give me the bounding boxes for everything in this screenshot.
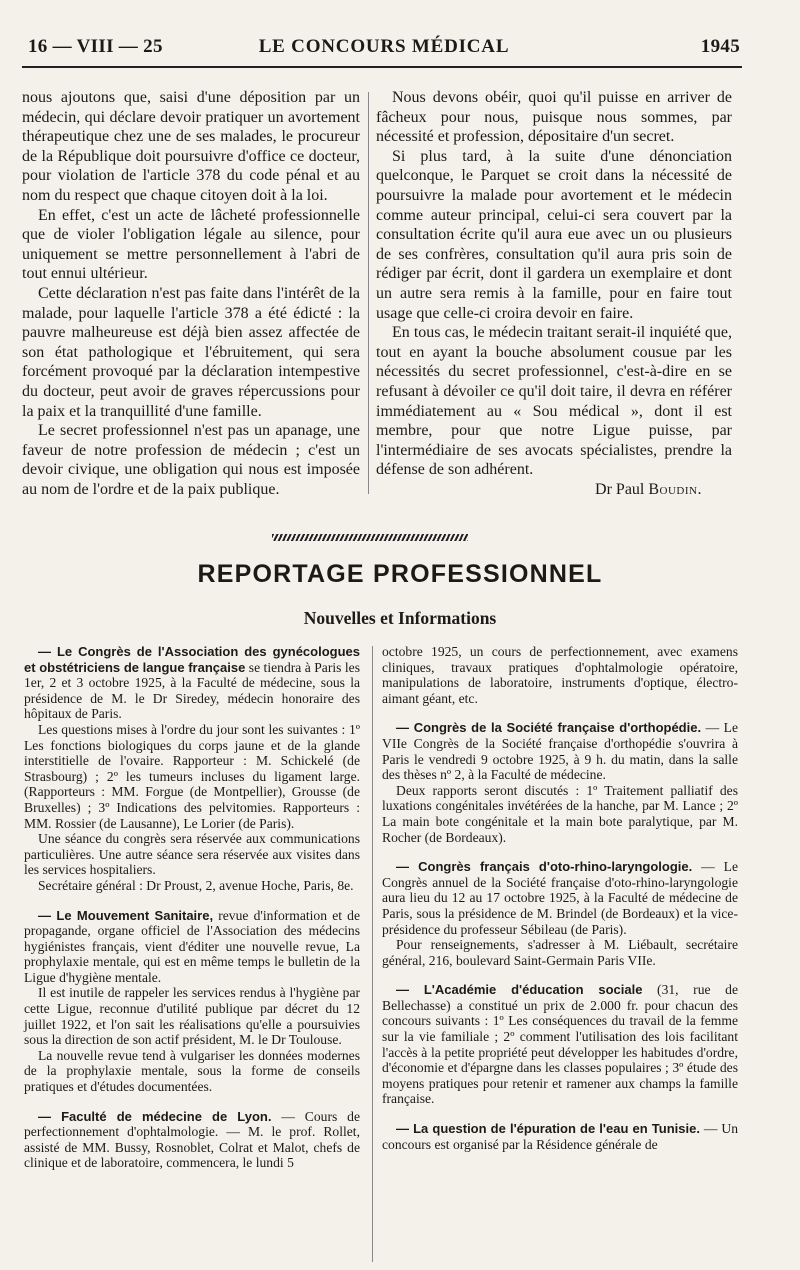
article-paragraph: Cette déclaration n'est pas faite dans l'intérêt de la malade, pour laquelle l'article 378 a été édicté : la pauvre malheureuse est déjà bien assez affectée de son état pathologique et l'ébruitement, qui sera forcément provoqué par la déclaration intempestive du docteur, peut avoir de graves répercussions pour la paix et la tranquillité d'une famille. [22,284,360,420]
year: 1945 [700,36,740,57]
news-item-text: (31, rue de Bellechasse) a constitué un prix de 2.000 fr. pour chacun des concours suivants : 1º Les conséquences du travail de la femme sur la vie familiale ; 2º comment l'utilisation des lois facilitant l'accès à la petite propriété peut développer les habitudes d'ordre, d'économie et d'épargne dans les classes populaires ; 3º étude des moyens pratiques pour retenir et ramener aux champs la famille française. [382,982,738,1107]
news-item-heading: — Le Mouvement Sanitaire, [38,907,214,923]
news-item-paragraph: Secrétaire général : Dr Proust, 2, avenue Hoche, Paris, 8e. [38,877,354,893]
news-item-paragraph: Une séance du congrès sera réservée aux communications particulières. Une autre séance sera réservée aux visites dans les services hospitaliers. [24,831,360,878]
news-item [382,859,738,937]
news-item-paragraph: Il est inutile de rappeler les services rendus à l'hygiène par cette Ligue, reconnue d'utilité publique par décret du 12 juillet 1922, et l'on sait les réalisations qu'elle a poursuivies sous la direction de son actif président, M. le Dr Toulouse. [24,985,360,1048]
news-item-heading: — Congrès français d'oto-rhino-laryngologie. [396,859,693,875]
signature-name: Boudin. [648,480,702,498]
news-item-paragraph: Les questions mises à l'ordre du jour sont les suivantes : 1º Les fonctions biologiques du corps jaune et de la glande interstitielle de l'ovaire. Rapporteur : M. Schickelé (de Strasbourg) ; 2º les tumeurs incluses du ligament large. (Rapporteurs : MM. Forgue (de Montpellier), Grousse (de Bruxelles) ; 3º Indications des pelvitomies. Rapporteurs : MM. Rossier (de Lausanne), Le Lorier (de Paris). [24,721,360,831]
news-item-text: — Le VIIe Congrès de la Société française d'orthopédie s'ouvrira à Paris le vendredi 9 octobre 1925, à 9 h. du matin, dans la salle des thèses nº 2, à la Faculté de médecine. [382,720,738,783]
news-column-right [382,644,738,1152]
article-paragraph: En tous cas, le médecin traitant serait-il inquiété que, tout en ayant la bouche absolument cousue par les nécessités du secret professionnel, c'est-à-dire en se refusant à dévoiler ce qu'il doit taire, il devra en référer immédiatement au « Sou médical », dont il est membre, pour que notre Ligue puisse, par l'intermédiaire de ses avocats spécialistes, prendre la défense de son adhérent. [376,324,732,479]
news-item-text: revue d'information et de propagande, organe officiel de l'Association des médecins hygiénistes français, vient d'éditer une nouvelle revue, La prophylaxie mentale, qui est en même temps le bulletin de la Ligue d'hygiène mentale. [24,907,361,985]
article-column-right [376,88,732,499]
subsection-title: Nouvelles et Informations [303,608,497,628]
news-item-heading: — Faculté de médecine de Lyon. [38,1108,272,1124]
news-item-paragraph: Deux rapports seront discutés : 1º Traitement palliatif des luxations congénitales invétérées de la hanche, par M. Lance ; 2º La main bote congénitale et la main bote paralytique, par M. Rocher (de Bordeaux). [382,782,738,845]
news-item-paragraph: Pour renseignements, s'adresser à M. Liébault, secrétaire général, 216, boulevard Saint-Germain Paris VIIe. [382,937,738,968]
news-item-paragraph: La nouvelle revue tend à vulgariser les données modernes de la prophylaxie mentale, sous la forme de conseils pratiques et d'études documentées. [24,1047,360,1095]
page-header [28,36,740,62]
article-paragraph: Le secret professionnel n'est pas un apanage, une faveur de notre profession de médecin ; c'est un devoir civique, une obligation qui nous est imposée au nom de l'ordre et de la paix publique. [22,422,360,498]
section-title: REPORTAGE PROFESSIONNEL [197,560,603,588]
news-item [382,982,738,1107]
news-item-text: octobre 1925, un cours de perfectionnement, avec examens cliniques, travaux pratiques d'ophtalmologie opératoire, manipulations de laboratoire, instruments d'optique, électro-aimant géant, etc. [382,644,738,706]
news-item-heading: — Le Congrès de l'Association des gynécologues et obstétriciens de langue française [24,644,360,675]
article-column-left [22,88,360,499]
article-paragraph: nous ajoutons que, saisi d'une déposition par un médecin, qui déclare devoir pratiquer un avortement thérapeutique chez une de ses malades, le procureur de la République doit poursuivre d'office ce docteur, pour violation de l'article 378 du code pénal et au nom du respect que chaque citoyen doit à la loi. [22,89,360,204]
news-item [24,644,360,722]
news-item [24,1109,360,1171]
signature-prefix: Dr Paul [595,480,645,498]
news-column-left [24,644,360,1171]
page-number: 16 — VIII — 25 [28,36,163,57]
article-paragraph: Nous devons obéir, quoi qu'il puisse en arriver de fâcheux pour nous, puisque nous sommes, par nécessité et profession, dépositaire d'un secret. [376,89,732,146]
news-item [382,644,738,706]
section-ornament [272,534,468,541]
article-paragraph: En effet, c'est un acte de lâcheté professionnelle que de violer l'obligation légale au silence, pour uniquement se mettre personnellement à l'abri de tout ennui ultérieur. [22,206,360,283]
header-rule [22,66,742,68]
article-signature [376,480,732,500]
news-item-text: — Le Congrès annuel de la Société française d'oto-rhino-laryngologie aura lieu du 12 au 17 octobre 1925, à la Faculté de médecine de Paris, sous la présidence de M. Brindel (de Bordeaux) et la vice-présidence du professeur Sébileau (de Paris). [382,859,738,937]
article-paragraph: Si plus tard, à la suite d'une dénonciation quelconque, le Parquet se croit dans la nécessité de poursuivre la malade pour avortement et le médecin comme auteur principal, celui-ci sera couvert par la consultation écrite qu'il aura eue avec un ou plusieurs de ses confrères, consultation qu'il aura pris soin de rédiger par écrit, dont il gardera un exemplaire et dont un autre sera remis à la famille, pour en faire tout usage que celle-ci croira devoir en faire. [376,147,732,322]
news-item [382,720,738,782]
column-divider [372,646,373,1262]
journal-title: LE CONCOURS MÉDICAL [258,36,510,57]
news-item-heading: — Congrès de la Société française d'orthopédie. [396,720,702,736]
news-item-text: se tiendra à Paris les 1er, 2 et 3 octobre 1925, à la Faculté de médecine, sous la présidence de M. le Dr Siredey, médecin honoraire des hôpitaux de Paris. [24,659,360,722]
news-item-text: — Un concours est organisé par la Résidence générale de [382,1121,738,1152]
news-item-text: — Cours de perfectionnement d'ophtalmologie. — M. le prof. Rollet, assisté de MM. Bussy, Rosnoblet, Colrat et Malot, chefs de clinique et de laboratoire, commencera, le lundi 5 [24,1108,360,1171]
news-item-heading: — La question de l'épuration de l'eau en Tunisie. [396,1121,700,1137]
news-item [24,908,360,986]
column-divider [368,92,369,494]
news-item-heading: — L'Académie d'éducation sociale [396,982,643,998]
news-item [382,1121,738,1152]
